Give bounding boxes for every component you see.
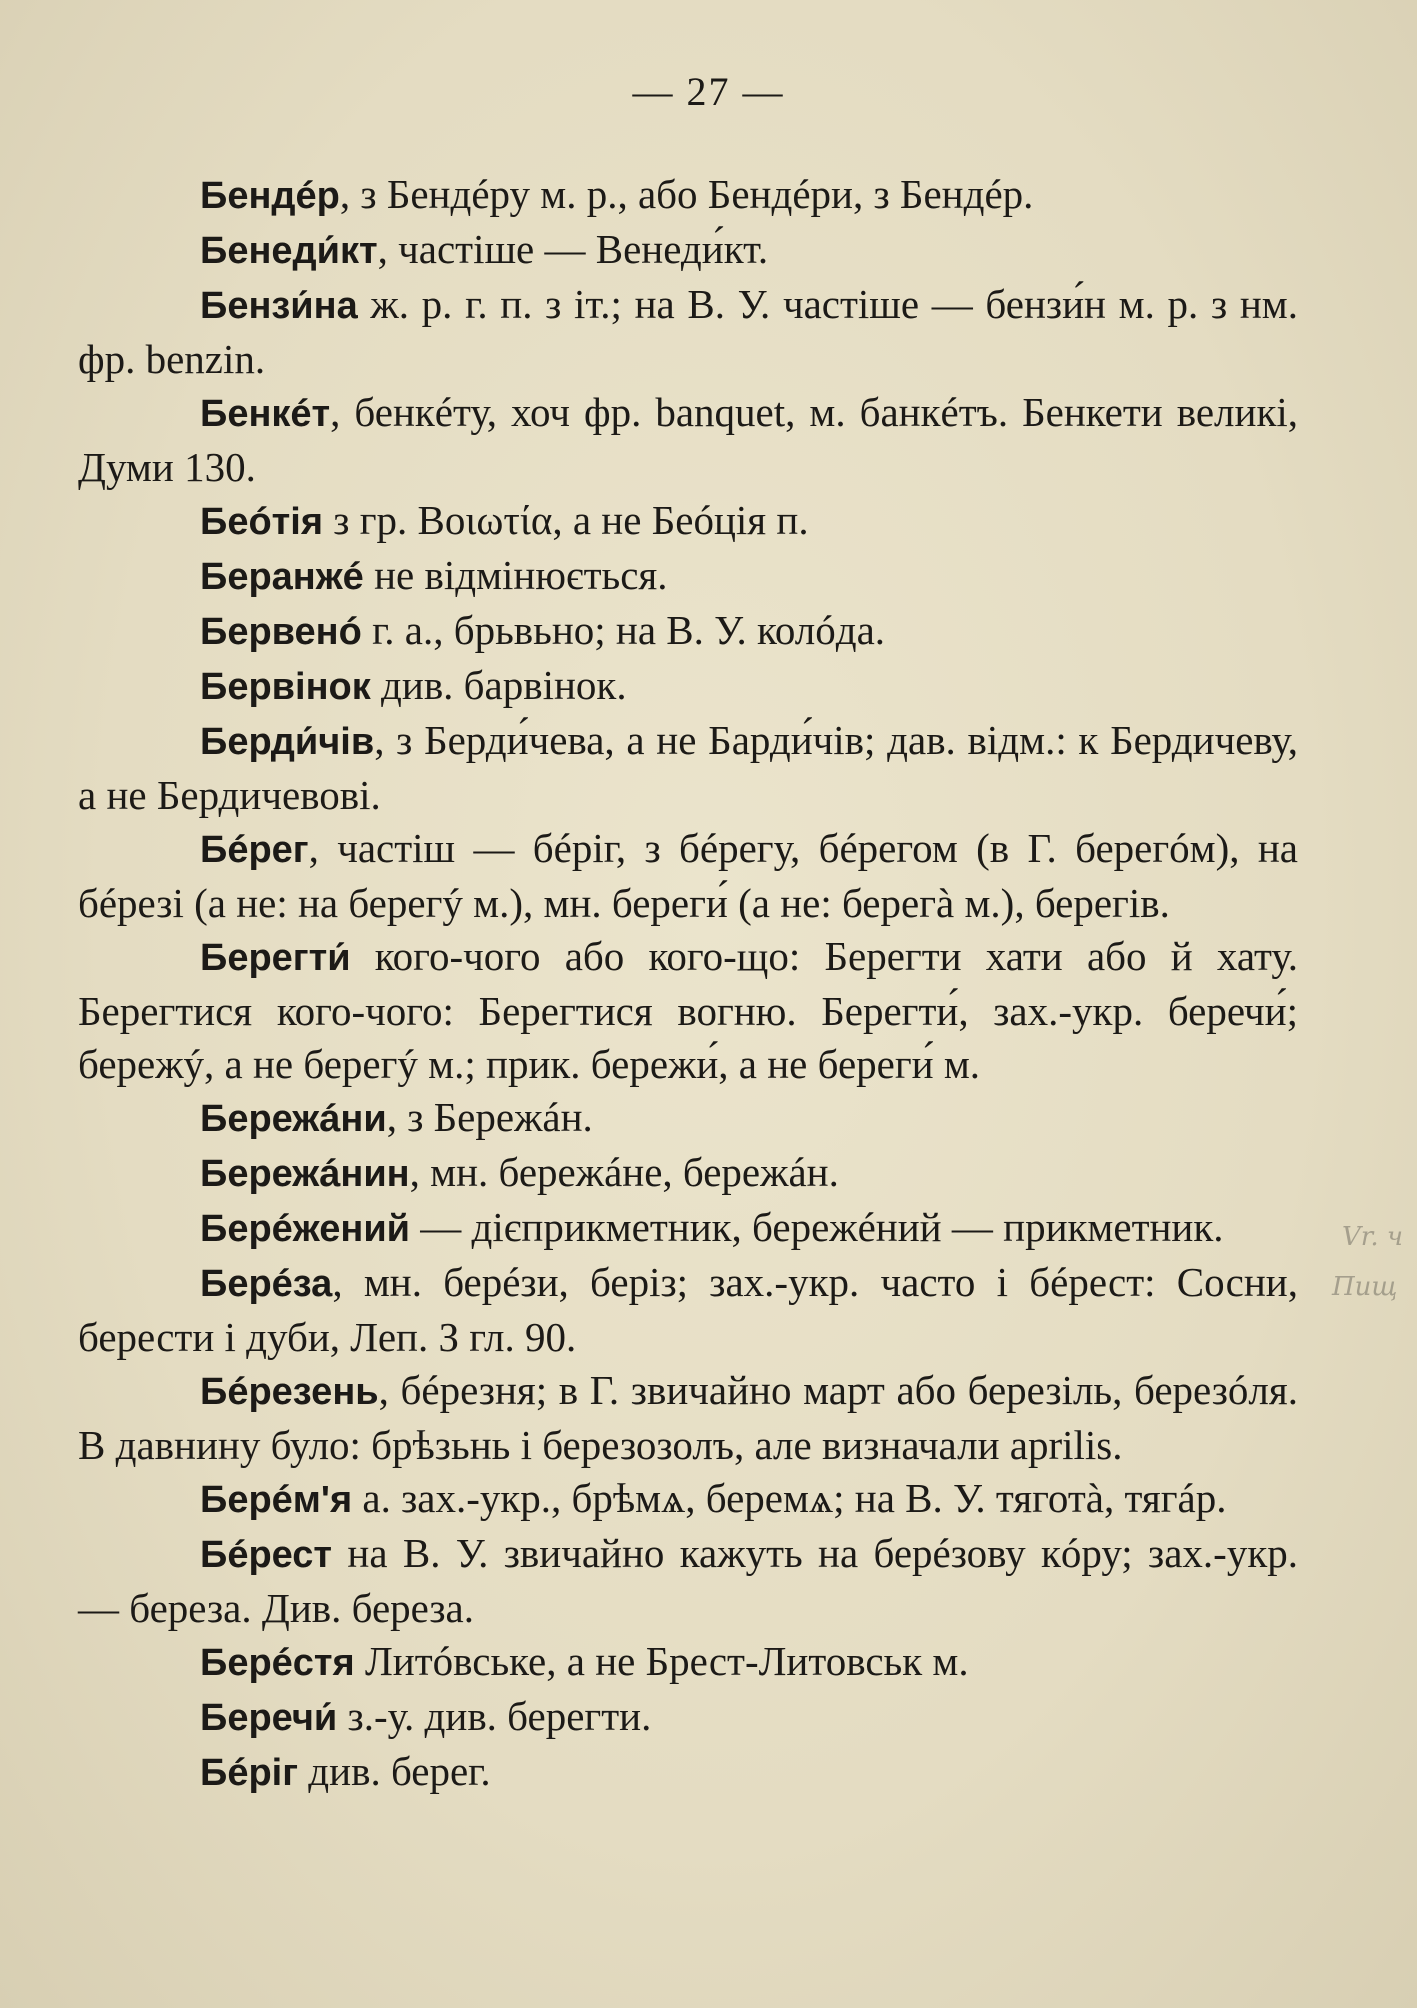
entry-headword: Бéрест (200, 1534, 333, 1576)
dictionary-entry (78, 1256, 1298, 1364)
entry-headword: Бéрег (200, 829, 309, 871)
entry-text: не відмінюється. (363, 552, 668, 598)
entry-text: , частіше — Венеди́кт. (377, 226, 769, 272)
dictionary-entry (78, 549, 1298, 604)
entry-text: Литóвське, а не Брест-Литовськ м. (354, 1638, 969, 1684)
entry-headword: Берди́чів (200, 721, 375, 763)
entry-text: , мн. бережáне, бережáн. (409, 1149, 839, 1195)
entry-text: , бéрезня; в Г. звичайно март або березіль, березóля. В давнину було: брѣзьнь і березозолъ, але визначали aprilis. (78, 1367, 1298, 1468)
entry-text: див. берег. (298, 1748, 491, 1794)
dictionary-entry (78, 1745, 1298, 1800)
entry-text: з.-у. див. берегти. (337, 1693, 652, 1739)
entry-text: , з Берди́чева, а не Барди́чів; дав. відм.: к Бердичеву, а не Бердичевові. (78, 717, 1298, 818)
entry-headword: Бережáнин (200, 1153, 410, 1195)
dictionary-entry (78, 1635, 1298, 1690)
entry-headword: Берéм'я (200, 1479, 353, 1521)
entry-headword: Бéрезень (200, 1371, 379, 1413)
entry-text: див. барвінок. (370, 662, 627, 708)
entry-headword: Бережáни (200, 1098, 387, 1140)
entry-text: на В. У. звичайно кажуть на берéзову кóру; зах.-укр. — береза. Див. береза. (78, 1530, 1298, 1631)
margin-note: Пищ (1332, 1272, 1398, 1302)
dictionary-entry (78, 714, 1298, 822)
entry-headword: Берéжений (200, 1208, 411, 1250)
entry-text: а. зах.-укр., брѣмѧ, беремѧ; на В. У. тяготà, тягáр. (352, 1475, 1227, 1521)
dictionary-entry (78, 1091, 1298, 1146)
entry-headword: Бенеди́кт (200, 230, 378, 272)
dictionary-entry (78, 604, 1298, 659)
dictionary-entry (78, 822, 1298, 930)
entry-headword: Беречи́ (200, 1697, 338, 1739)
dictionary-entry (78, 494, 1298, 549)
entry-text: г. а., брьвьно; на В. У. колóда. (361, 607, 886, 653)
entry-text: , мн. берéзи, беріз; зах.-укр. часто і бéрест: Сосни, берести і дуби, Леп. З гл. 90. (78, 1259, 1298, 1360)
entry-text: , частіш — бéріг, з бéрегу, бéрегом (в Г. берегóм), на бéрезі (а не: на берегý м.), мн. береги́ (а не: берегà м.), берегів. (78, 825, 1298, 926)
entry-headword: Беранжé (200, 556, 364, 598)
dictionary-entry (78, 1201, 1298, 1256)
entry-headword: Бенкéт (200, 393, 331, 435)
entry-headword: Беóтія (200, 501, 323, 543)
page-number: — 27 — (632, 69, 785, 114)
dictionary-entry (78, 1146, 1298, 1201)
margin-note: Vr. ч (1342, 1222, 1404, 1252)
dictionary-entry (78, 168, 1298, 223)
dictionary-entry (78, 1690, 1298, 1745)
entry-text: кого-чого або кого-що: Берегти хати або й хату. Берегтися кого-чого: Берегтися вогню. Берегти́, зах.-укр. беречи́; бережý, а не берегý м.; прик. бережи́, а не береги́ м. (78, 933, 1298, 1087)
entry-text: , з Бендéру м. р., або Бендéри, з Бендéр. (339, 171, 1034, 217)
entry-text: з гр. Βοιωτία, а не Беóція п. (323, 497, 809, 543)
entry-headword: Берегти́ (200, 937, 351, 979)
entry-headword: Бервенó (200, 611, 362, 653)
entry-headword: Бéріг (200, 1752, 299, 1794)
dictionary-entry (78, 659, 1298, 714)
entry-text: , з Бережáн. (386, 1094, 593, 1140)
entry-headword: Берéза (200, 1263, 333, 1305)
entry-headword: Бензи́на (200, 285, 358, 327)
dictionary-entry (78, 1472, 1298, 1527)
dictionary-entry (78, 1527, 1298, 1635)
dictionary-entry (78, 1364, 1298, 1472)
dictionary-entry (78, 386, 1298, 494)
entry-headword: Бервінок (200, 666, 371, 708)
entry-text: ж. р. г. п. з іт.; на В. У. частіше — бензи́н м. р. з нм. фр. benzin. (78, 281, 1298, 382)
dictionary-entry (78, 278, 1298, 386)
entry-headword: Бендéр (200, 175, 340, 217)
dictionary-entries (78, 168, 1298, 1800)
entry-headword: Берéстя (200, 1642, 355, 1684)
entry-text: , бенкéту, хоч фр. banquet, м. банкéтъ. Бенкети великі, Думи 130. (78, 389, 1298, 490)
dictionary-entry (78, 223, 1298, 278)
dictionary-entry (78, 930, 1298, 1091)
entry-text: — дієприкметник, бережéний — прикметник. (410, 1204, 1224, 1250)
